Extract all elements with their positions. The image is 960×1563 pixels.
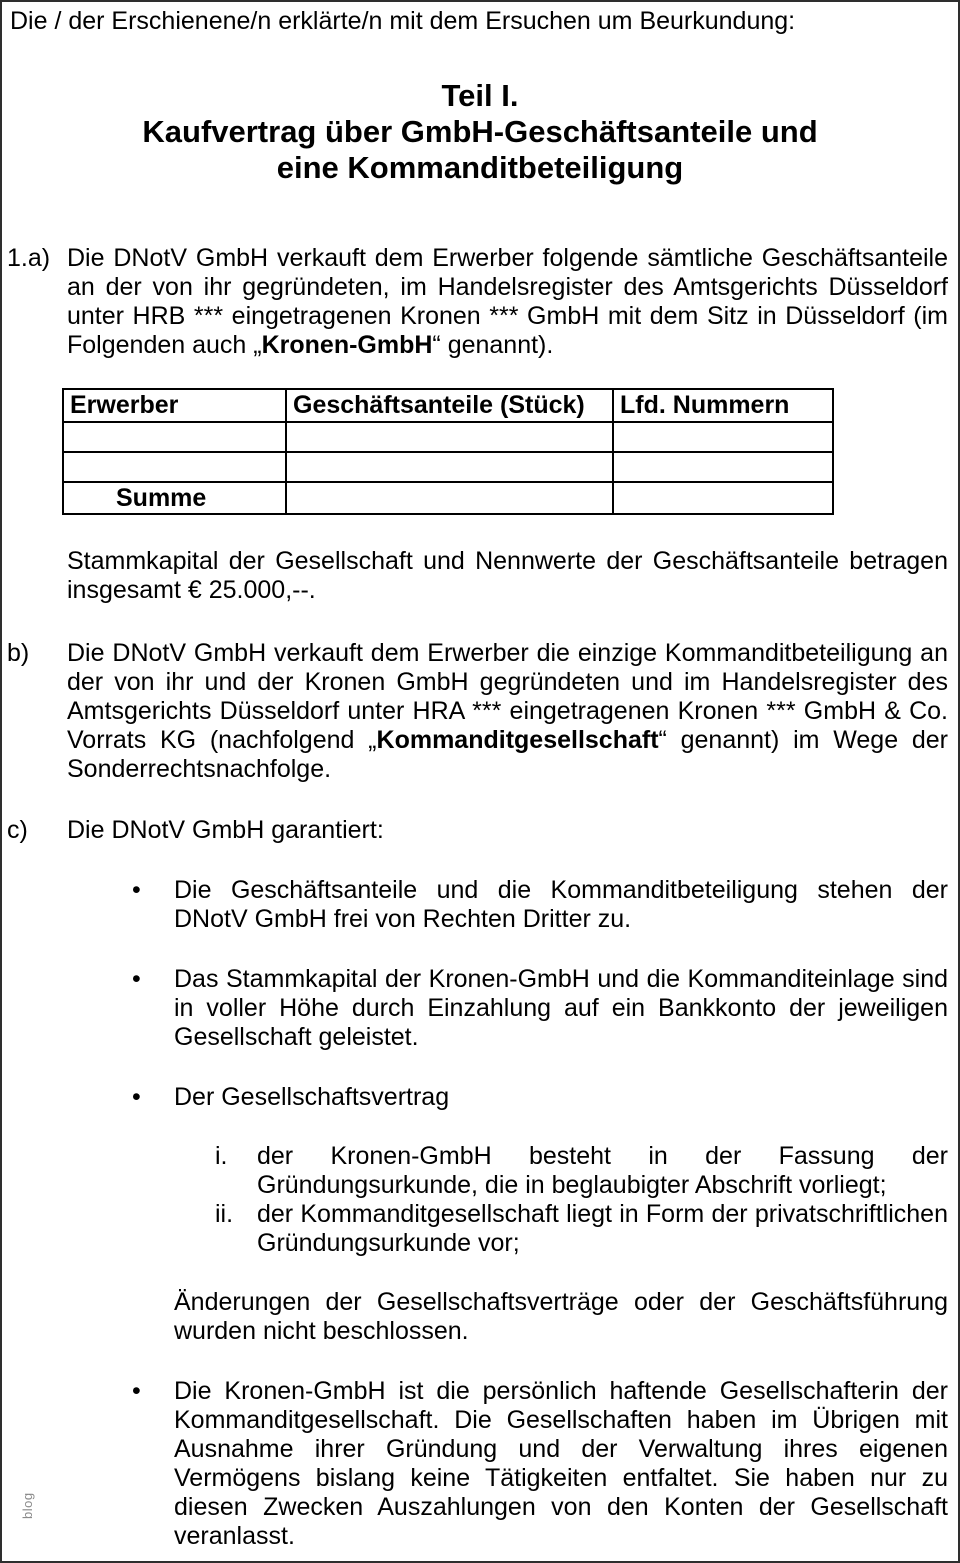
section-b-bold-term: Kommanditgesellschaft	[376, 726, 659, 754]
table-cell-empty	[613, 452, 833, 482]
sub-item-i-label: i.	[215, 1142, 228, 1170]
section-b-paragraph	[7, 639, 948, 784]
section-b-text-after: “ genannt) im Wege der Sonderrechtsnachfolge.	[67, 726, 948, 783]
blog-watermark: blog	[20, 1492, 35, 1519]
table-cell-empty	[286, 482, 613, 514]
section-b-text	[67, 639, 948, 783]
intro-line: Die / der Erschienene/n erklärte/n mit dem Ersuchen um Beurkundung:	[10, 7, 796, 35]
bullet-icon: •	[132, 876, 141, 904]
column-header-geschaeftsanteile: Geschäftsanteile (Stück)	[286, 389, 613, 422]
column-header-lfd-nummern: Lfd. Nummern	[613, 389, 833, 422]
sub-item-ii	[215, 1200, 948, 1258]
section-b-label: b)	[7, 639, 30, 667]
table-cell-empty	[63, 422, 286, 452]
title-main-line-2: eine Kommanditbeteiligung	[276, 150, 684, 185]
bullet-icon: •	[132, 965, 141, 993]
bullet-icon: •	[132, 1377, 141, 1405]
table-cell-empty	[286, 422, 613, 452]
section-1a-text	[67, 244, 948, 359]
section-c-label: c)	[7, 816, 28, 844]
bullet-item-3	[132, 1083, 948, 1112]
section-c-text: Die DNotV GmbH garantiert:	[67, 816, 384, 844]
bullet-item-3-text: Der Gesellschaftsvertrag	[174, 1083, 450, 1111]
bullet-icon: •	[132, 1083, 141, 1111]
section-1a-label: 1.a)	[7, 244, 51, 272]
section-1a-paragraph	[7, 244, 948, 360]
shares-table-summe-row	[63, 482, 833, 514]
sub-item-i	[215, 1142, 948, 1200]
bullet-item-4-text: Die Kronen-GmbH ist die persönlich haftende Gesellschafterin der Kommanditgesellschaft. Die Gesellschaften haben im Übrigen mit Ausnahme ihrer Gründung und der Verwaltung ihres eigenen Vermögens bislang keine Tätigkeiten entfaltet. Sie haben nur zu diesen Zwecken Auszahlungen von den Konten der Gesellschaft veranlasst.	[174, 1377, 948, 1550]
amendments-note-paragraph: Änderungen der Gesellschaftsverträge oder der Geschäftsführung wurden nicht beschlossen.	[174, 1288, 948, 1345]
section-b-text-before: Die DNotV GmbH verkauft dem Erwerber die einzige Kommanditbeteiligung an der von ihr und der Kronen GmbH gegründeten und im Handelsregister des Amtsgerichts Düsseldorf unter HRA *** eingetragenen Kronen *** GmbH & Co. Vorrats KG (nachfolgend „	[67, 639, 948, 754]
shares-table-empty-row-2	[63, 452, 833, 482]
shares-table	[62, 388, 834, 515]
shares-table-header-row	[63, 389, 833, 422]
bullet-item-2	[132, 965, 948, 1052]
column-header-erwerber: Erwerber	[63, 389, 286, 422]
summe-label-cell: Summe	[63, 482, 286, 514]
table-cell-empty	[286, 452, 613, 482]
sub-item-i-text: der Kronen-GmbH besteht in der Fassung der Gründungsurkunde, die in beglaubigter Abschrift vorliegt;	[257, 1142, 948, 1199]
title-part-number: Teil I.	[441, 78, 519, 113]
bullet-item-2-text: Das Stammkapital der Kronen-GmbH und die Kommanditeinlage sind in voller Höhe durch Einzahlung auf ein Bankkonto der jeweiligen Gesellschaft geleistet.	[174, 965, 948, 1051]
title-block	[2, 78, 958, 186]
bullet-item-1	[132, 876, 948, 934]
bullet-item-1-text: Die Geschäftsanteile und die Kommanditbeteiligung stehen der DNotV GmbH frei von Rechten Dritter zu.	[174, 876, 948, 933]
section-1a-bold-term: Kronen-GmbH	[261, 331, 433, 359]
section-1a-text-before: Die DNotV GmbH verkauft dem Erwerber folgende sämtliche Geschäftsanteile an der von ihr gegründeten, im Handelsregister des Amtsgerichts Düsseldorf unter HRB *** eingetragenen Kronen *** GmbH mit dem Sitz in Düsseldorf (im Folgenden auch „	[67, 244, 948, 359]
sub-item-ii-text: der Kommanditgesellschaft liegt in Form der privatschriftlichen Gründungsurkunde vor;	[257, 1200, 948, 1257]
shares-table-empty-row-1	[63, 422, 833, 452]
section-1a-text-after: “ genannt).	[432, 331, 554, 359]
table-cell-empty	[613, 422, 833, 452]
sub-item-ii-label: ii.	[215, 1200, 234, 1228]
table-cell-empty	[63, 452, 286, 482]
table-cell-empty	[613, 482, 833, 514]
section-c-paragraph	[7, 816, 948, 845]
capital-note-paragraph: Stammkapital der Gesellschaft und Nennwerte der Geschäftsanteile betragen insgesamt € 25.000,--.	[67, 547, 948, 604]
title-main-line-1: Kaufvertrag über GmbH-Geschäftsanteile und	[142, 114, 818, 149]
bullet-item-4	[132, 1377, 948, 1551]
